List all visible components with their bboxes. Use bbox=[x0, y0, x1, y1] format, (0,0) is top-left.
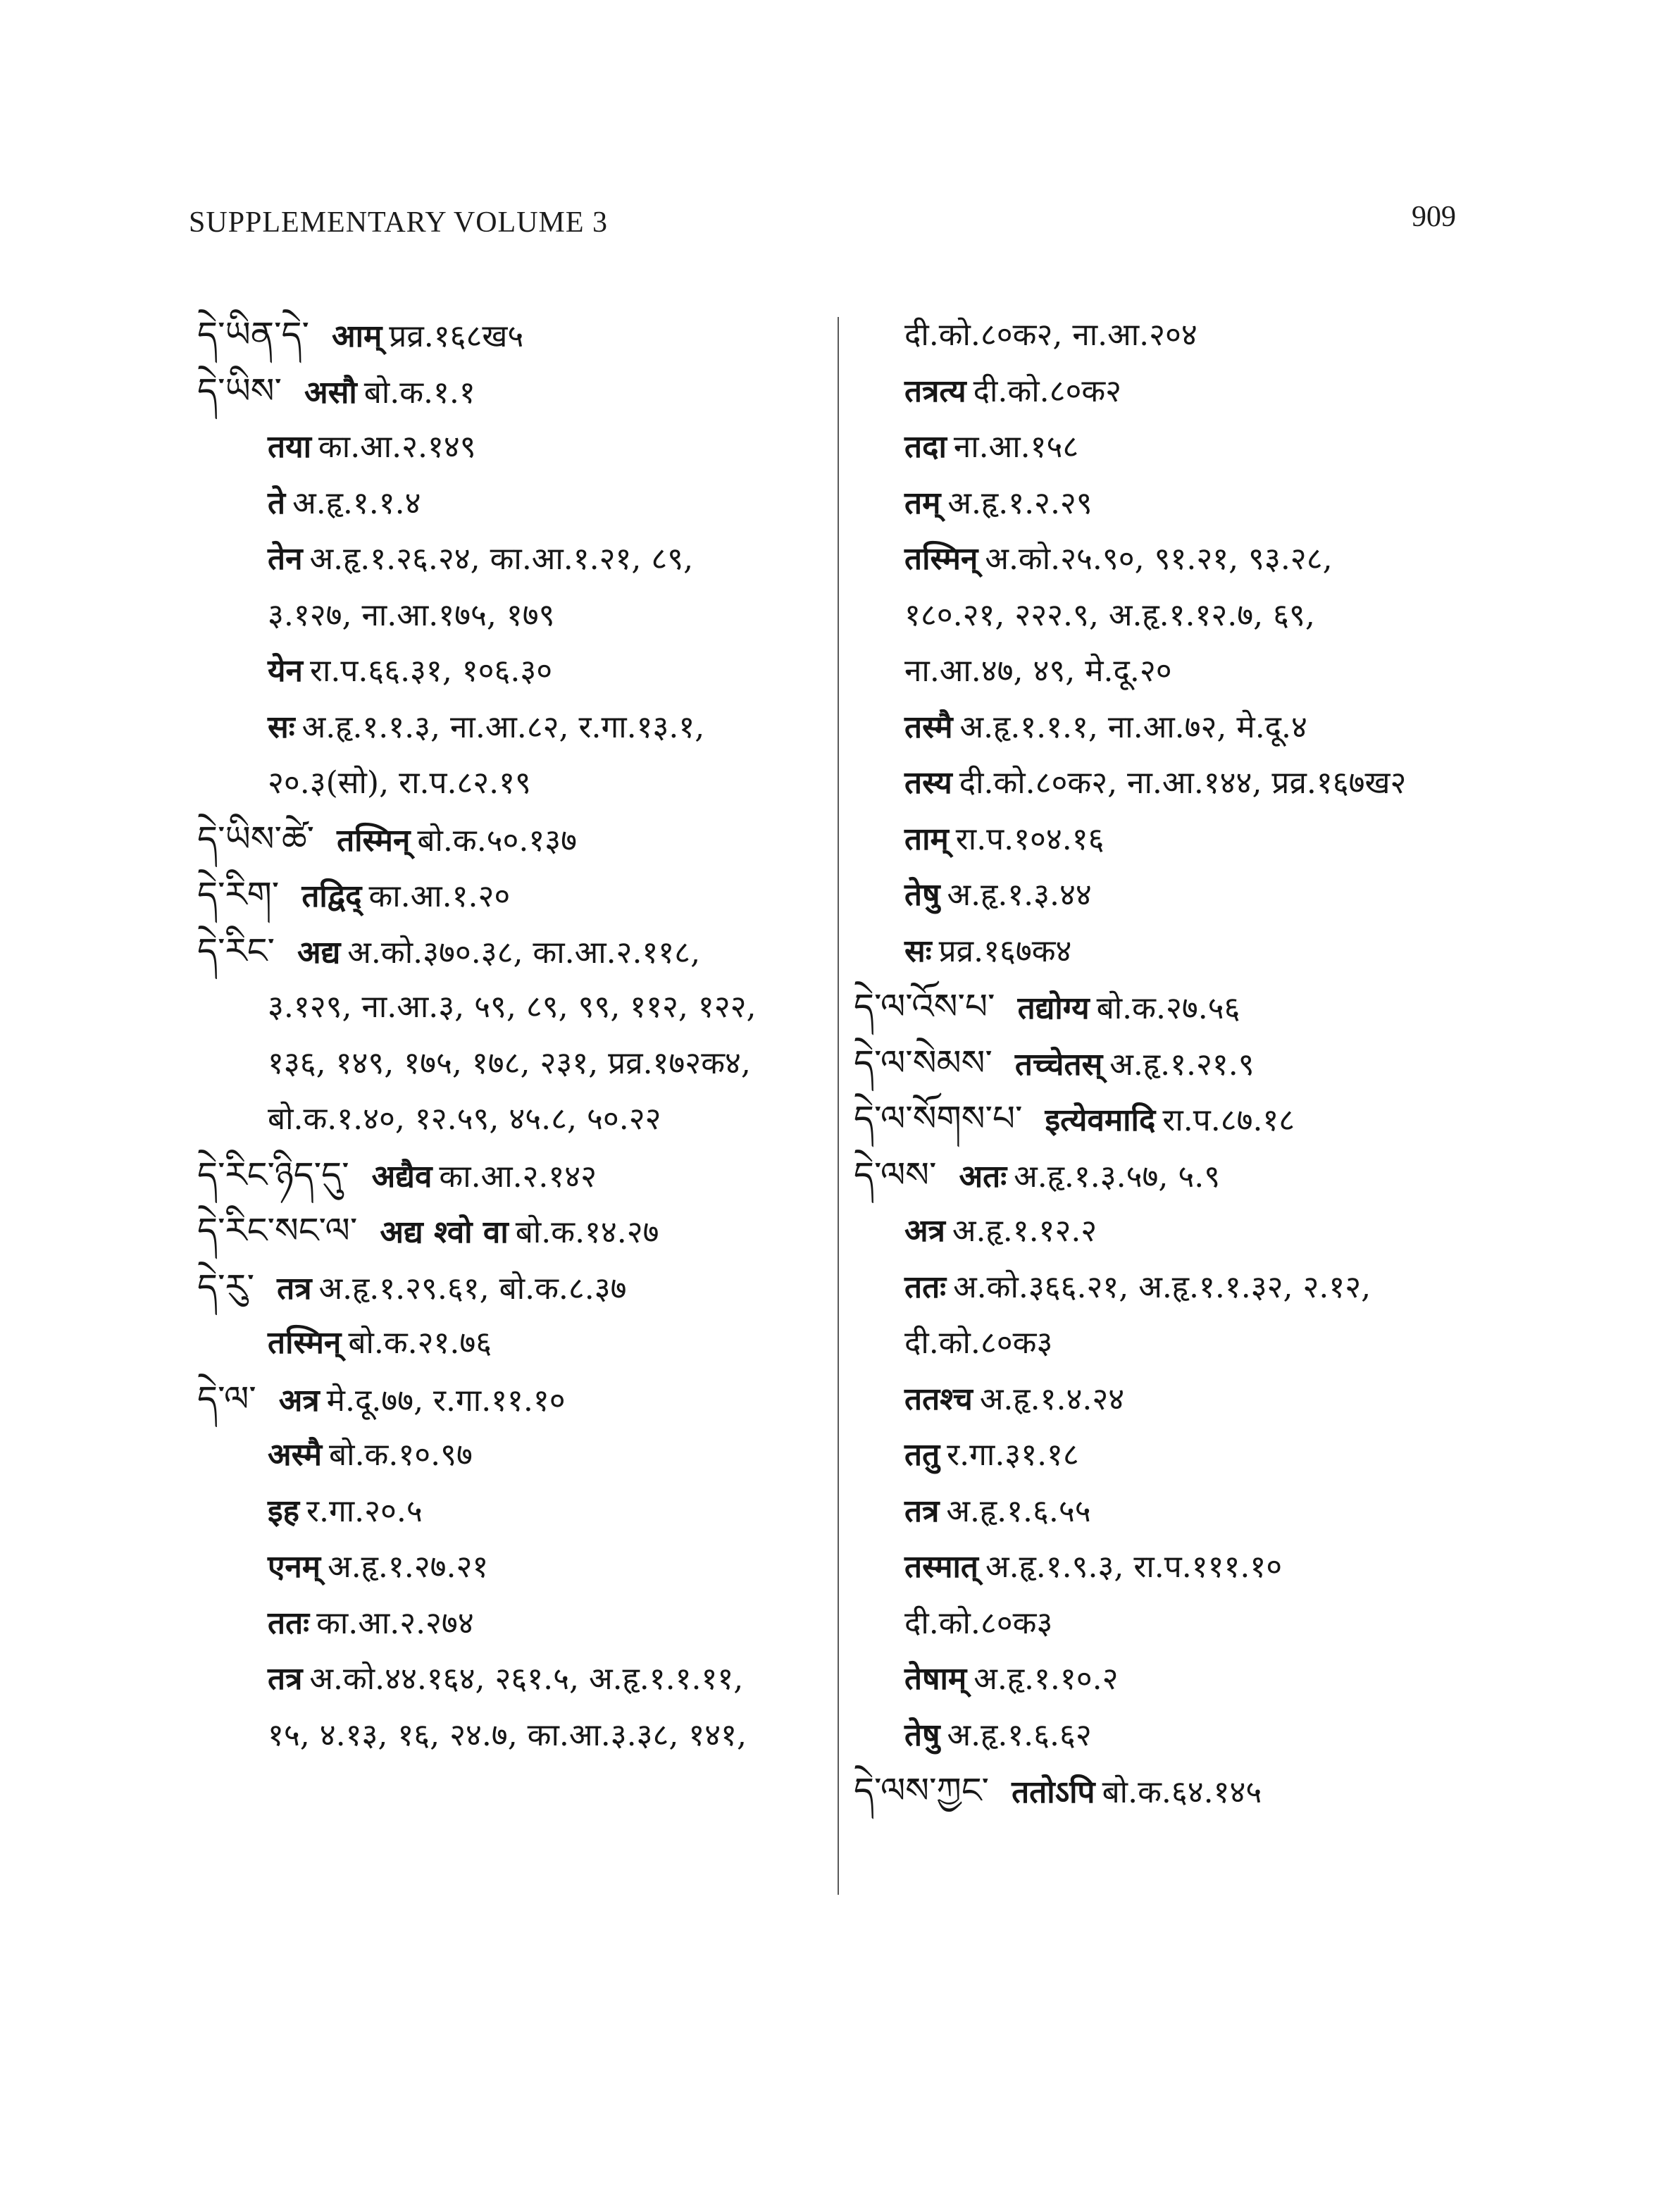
source-references: का.आ.२.१४२ bbox=[439, 1158, 597, 1195]
sub-entry bbox=[197, 531, 831, 587]
dictionary-entry bbox=[197, 923, 831, 980]
sanskrit-equivalent: अद्यैव bbox=[371, 1158, 433, 1195]
source-references: अ.हृ.१.१.१, ना.आ.७२, मे.दू.४ bbox=[959, 709, 1307, 745]
sanskrit-equivalent: तेन bbox=[268, 541, 303, 577]
sanskrit-equivalent: तत्रत्य bbox=[904, 373, 966, 409]
source-references: रा.प.६६.३१, १०६.३० bbox=[309, 653, 553, 689]
sanskrit-equivalent: तच्चेतस् bbox=[1014, 1046, 1103, 1083]
source-references: अ.को.३६६.२१, अ.हृ.१.१.३२, २.१२, bbox=[953, 1269, 1371, 1305]
sub-entry bbox=[197, 1315, 831, 1371]
source-references: अ.हृ.१.६.५५ bbox=[946, 1493, 1091, 1529]
column-divider bbox=[838, 317, 839, 1895]
right-column bbox=[854, 307, 1481, 1819]
dictionary-entry bbox=[197, 811, 831, 868]
sub-entry bbox=[854, 867, 1481, 923]
source-references: अ.हृ.१.१.४ bbox=[292, 485, 421, 521]
sub-entry bbox=[854, 363, 1481, 420]
sanskrit-equivalent: तस्मिन् bbox=[337, 822, 411, 859]
sub-entry bbox=[197, 1651, 831, 1707]
tibetan-headword: དེ་ལ་སོགས་པ་ bbox=[854, 1098, 1023, 1139]
source-references: ३.१२९, ना.आ.३, ५९, ८९, ९९, ११२, १२२, bbox=[268, 989, 757, 1025]
sub-entry bbox=[854, 1427, 1481, 1483]
source-references: १५, ४.१३, १६, २४.७, का.आ.३.३८, १४१, bbox=[268, 1717, 747, 1753]
source-references: बो.क.१.१ bbox=[363, 374, 475, 411]
continuation-line bbox=[197, 1035, 831, 1092]
continuation-line bbox=[197, 1707, 831, 1764]
source-references: बो.क.१.४०, १२.५९, ४५.८, ५०.२२ bbox=[268, 1101, 661, 1137]
sanskrit-equivalent: तस्मात् bbox=[904, 1549, 978, 1585]
source-references: बो.क.२७.५६ bbox=[1096, 990, 1240, 1026]
source-references: दी.को.८०क३ bbox=[904, 1325, 1053, 1361]
tibetan-headword: དེ་རུ་ bbox=[197, 1266, 255, 1307]
tibetan-headword: དེ་ལས་ཀྱང་ bbox=[854, 1770, 990, 1811]
sub-entry bbox=[854, 475, 1481, 532]
source-references: अ.हृ.१.१.३, ना.आ.८२, र.गा.१३.१, bbox=[301, 709, 705, 745]
sanskrit-equivalent: अद्य bbox=[297, 934, 341, 971]
dictionary-entry bbox=[854, 1763, 1481, 1819]
tibetan-headword: དེ་ཡིན་དེ་ bbox=[197, 314, 309, 355]
tibetan-headword: དེ་ལ་ bbox=[197, 1378, 256, 1419]
source-references: मे.दू.७७, र.गा.११.१० bbox=[326, 1382, 566, 1419]
sub-entry bbox=[854, 419, 1481, 475]
sub-entry bbox=[197, 1427, 831, 1483]
source-references: दी.को.८०क२, ना.आ.२०४ bbox=[904, 317, 1197, 353]
continuation-line bbox=[854, 1315, 1481, 1371]
source-references: का.आ.२.१४९ bbox=[318, 429, 476, 465]
sanskrit-equivalent: सः bbox=[268, 709, 295, 745]
sanskrit-equivalent: तत्र bbox=[277, 1270, 312, 1307]
tibetan-headword: དེ་རིང་ཉིད་དུ་ bbox=[197, 1154, 349, 1195]
sub-entry bbox=[854, 1203, 1481, 1259]
source-references: बो.क.२१.७६ bbox=[348, 1325, 492, 1361]
source-references: २०.३(सो), रा.प.८२.१९ bbox=[268, 765, 531, 801]
sub-entry bbox=[197, 699, 831, 756]
source-references: अ.हृ.१.३.४४ bbox=[947, 877, 1092, 913]
source-references: का.आ.१.२० bbox=[368, 878, 511, 914]
sub-entry bbox=[854, 1707, 1481, 1764]
sanskrit-equivalent: तेषाम् bbox=[904, 1661, 967, 1697]
continuation-line bbox=[197, 1091, 831, 1147]
sub-entry bbox=[197, 643, 831, 699]
sub-entry bbox=[854, 1651, 1481, 1707]
continuation-line bbox=[197, 587, 831, 644]
dictionary-entry bbox=[854, 1147, 1481, 1204]
dictionary-entry bbox=[854, 1091, 1481, 1147]
source-references: बो.क.५०.१३७ bbox=[417, 822, 578, 859]
source-references: अ.को.२५.९०, ९१.२१, ९३.२८, bbox=[985, 541, 1333, 577]
sanskrit-equivalent: अतः bbox=[959, 1158, 1007, 1195]
sub-entry bbox=[197, 475, 831, 532]
left-column bbox=[197, 307, 831, 1763]
sub-entry bbox=[854, 1259, 1481, 1316]
sanskrit-equivalent: अस्मै bbox=[268, 1437, 323, 1473]
source-references: अ.हृ.१.१२.२ bbox=[952, 1213, 1097, 1249]
sanskrit-equivalent: अत्र bbox=[904, 1213, 945, 1249]
source-references: अ.हृ.१.१०.२ bbox=[973, 1661, 1119, 1697]
sanskrit-equivalent: तस्मिन् bbox=[904, 541, 978, 577]
source-references: रा.प.१०४.१६ bbox=[955, 821, 1105, 857]
page-number: 909 bbox=[1412, 201, 1456, 233]
sanskrit-equivalent: ततश्च bbox=[904, 1381, 973, 1417]
source-references: रा.प.८७.१८ bbox=[1162, 1102, 1295, 1138]
continuation-line bbox=[854, 1595, 1481, 1652]
source-references: १८०.२१, २२२.९, अ.हृ.१.१२.७, ६९, bbox=[904, 597, 1315, 633]
dictionary-entry bbox=[197, 307, 831, 363]
tibetan-headword: དེ་ལས་ bbox=[854, 1154, 937, 1195]
sanskrit-equivalent: ते bbox=[268, 485, 286, 521]
sanskrit-equivalent: ततोऽपि bbox=[1012, 1774, 1095, 1810]
sanskrit-equivalent: इत्येवमादि bbox=[1045, 1102, 1156, 1138]
source-references: अ.हृ.१.२.२९ bbox=[947, 485, 1093, 521]
sanskrit-equivalent: असौ bbox=[304, 374, 357, 411]
source-references: प्रव्र.१६७क४ bbox=[938, 933, 1072, 969]
continuation-line bbox=[854, 643, 1481, 699]
sanskrit-equivalent: तद्योग्य bbox=[1017, 990, 1090, 1026]
dictionary-entry bbox=[197, 867, 831, 923]
sub-entry bbox=[854, 1539, 1481, 1595]
tibetan-headword: དེ་ལ་སེམས་ bbox=[854, 1042, 993, 1083]
sanskrit-equivalent: सः bbox=[904, 933, 932, 969]
continuation-line bbox=[197, 979, 831, 1035]
source-references: अ.हृ.१.२६.२४, का.आ.१.२१, ८९, bbox=[309, 541, 694, 577]
sub-entry bbox=[197, 1539, 831, 1595]
sub-entry bbox=[854, 755, 1481, 811]
sub-entry bbox=[854, 1371, 1481, 1428]
sanskrit-equivalent: तद्विद् bbox=[301, 878, 362, 914]
sub-entry bbox=[854, 923, 1481, 980]
source-references: अ.हृ.१.९.३, रा.प.१११.१० bbox=[985, 1549, 1283, 1585]
source-references: ना.आ.१५८ bbox=[953, 429, 1079, 465]
source-references: र.गा.३१.१८ bbox=[947, 1437, 1079, 1473]
sanskrit-equivalent: तस्मिन् bbox=[268, 1325, 342, 1361]
sub-entry bbox=[854, 1483, 1481, 1540]
sanskrit-equivalent: तत्र bbox=[268, 1661, 303, 1697]
sanskrit-equivalent: तत्र bbox=[904, 1493, 940, 1529]
source-references: अ.हृ.१.६.६२ bbox=[947, 1717, 1092, 1753]
sanskrit-equivalent: अत्र bbox=[278, 1382, 320, 1419]
dictionary-entry bbox=[197, 1259, 831, 1316]
dictionary-entry bbox=[197, 1371, 831, 1428]
tibetan-headword: དེ་ཡིས་ཚེ་ bbox=[197, 818, 315, 859]
tibetan-headword: དེ་ཡིས་ bbox=[197, 370, 282, 411]
source-references: ना.आ.४७, ४९, मे.दू.२० bbox=[904, 653, 1172, 689]
source-references: प्रव्र.१६८ख५ bbox=[389, 318, 524, 354]
sanskrit-equivalent: तस्मै bbox=[904, 709, 953, 745]
sanskrit-equivalent: अद्य श्वो वा bbox=[380, 1214, 509, 1250]
source-references: दी.को.८०क३ bbox=[904, 1605, 1053, 1641]
source-references: अ.हृ.१.३.५७, ५.९ bbox=[1014, 1158, 1221, 1195]
source-references: र.गा.२०.५ bbox=[306, 1493, 423, 1529]
sub-entry bbox=[854, 699, 1481, 756]
source-references: अ.को.३७०.३८, का.आ.२.११८, bbox=[347, 934, 701, 971]
sub-entry bbox=[197, 1595, 831, 1652]
sanskrit-equivalent: ततु bbox=[904, 1437, 940, 1473]
sanskrit-equivalent: ततः bbox=[268, 1605, 310, 1641]
source-references: ३.१२७, ना.आ.१७५, १७९ bbox=[268, 597, 555, 633]
sanskrit-equivalent: इह bbox=[268, 1493, 299, 1529]
source-references: अ.को.४४.१६४, २६१.५, अ.हृ.१.१.११, bbox=[309, 1661, 744, 1697]
sanskrit-equivalent: एनम् bbox=[268, 1549, 321, 1585]
source-references: दी.को.८०क२, ना.आ.१४४, प्रव्र.१६७ख२ bbox=[959, 765, 1407, 801]
continuation-line bbox=[854, 307, 1481, 363]
dictionary-entry bbox=[854, 979, 1481, 1035]
sanskrit-equivalent: तम् bbox=[904, 485, 941, 521]
sanskrit-equivalent: तया bbox=[268, 429, 311, 465]
sanskrit-equivalent: तेषु bbox=[904, 1717, 940, 1753]
continuation-line bbox=[197, 755, 831, 811]
source-references: अ.हृ.१.२७.२१ bbox=[328, 1549, 489, 1585]
sanskrit-equivalent: आम् bbox=[332, 318, 382, 354]
tibetan-headword: དེ་རིག་ bbox=[197, 874, 280, 915]
sanskrit-equivalent: तस्य bbox=[904, 765, 952, 801]
tibetan-headword: དེ་ལ་འོས་པ་ bbox=[854, 986, 995, 1027]
sanskrit-equivalent: तेषु bbox=[904, 877, 940, 913]
sanskrit-equivalent: येन bbox=[268, 653, 303, 689]
source-references: अ.हृ.१.२९.६१, बो.क.८.३७ bbox=[318, 1270, 627, 1307]
dictionary-entry bbox=[197, 1203, 831, 1259]
dictionary-entry bbox=[197, 1147, 831, 1204]
sub-entry bbox=[197, 419, 831, 475]
sanskrit-equivalent: ततः bbox=[904, 1269, 947, 1305]
sub-entry bbox=[197, 1483, 831, 1540]
source-references: बो.क.१४.२७ bbox=[515, 1214, 659, 1250]
running-header: SUPPLEMENTARY VOLUME 3 bbox=[189, 206, 609, 239]
source-references: बो.क.६४.१४५ bbox=[1102, 1774, 1262, 1810]
source-references: दी.को.८०क२ bbox=[973, 373, 1122, 409]
sanskrit-equivalent: ताम् bbox=[904, 821, 949, 857]
source-references: अ.हृ.१.४.२४ bbox=[979, 1381, 1125, 1417]
tibetan-headword: དེ་རིང་ bbox=[197, 930, 275, 971]
sanskrit-equivalent: तदा bbox=[904, 429, 947, 465]
source-references: अ.हृ.१.२१.९ bbox=[1109, 1046, 1255, 1083]
tibetan-headword: དེ་རིང་སང་ལ་ bbox=[197, 1210, 358, 1251]
source-references: १३६, १४९, १७५, १७८, २३१, प्रव्र.१७२क४, bbox=[268, 1045, 751, 1081]
source-references: बो.क.१०.९७ bbox=[329, 1437, 473, 1473]
dictionary-entry bbox=[854, 1035, 1481, 1092]
continuation-line bbox=[854, 587, 1481, 644]
sub-entry bbox=[854, 531, 1481, 587]
sub-entry bbox=[854, 811, 1481, 868]
source-references: का.आ.२.२७४ bbox=[316, 1605, 474, 1641]
dictionary-entry bbox=[197, 363, 831, 420]
